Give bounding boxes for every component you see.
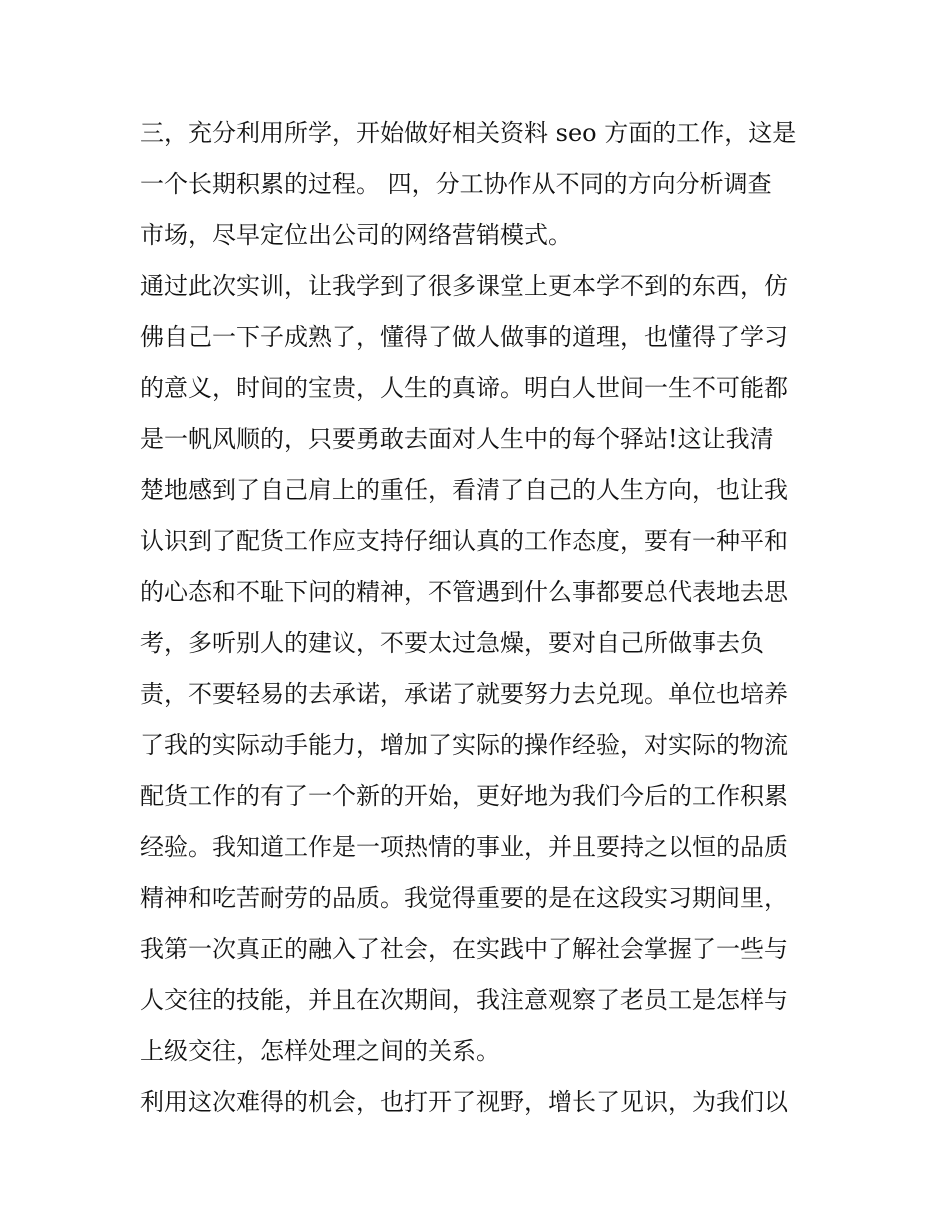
text-line: 认识到了配货工作应支持仔细认真的工作态度，要有一种平和 [140, 527, 788, 555]
text-line: 通过此次实训，让我学到了很多课堂上更本学不到的东西，仿 [140, 272, 788, 300]
paragraph-1 [140, 108, 820, 261]
text-line: 了我的实际动手能力，增加了实际的操作经验，对实际的物流 [140, 731, 788, 759]
text-line: 是一帆风顺的，只要勇敢去面对人生中的每个驿站!这让我清 [140, 425, 774, 453]
text-line: 的意义，时间的宝贵，人生的真谛。明白人世间一生不可能都 [140, 374, 788, 402]
text-line: 经验。我知道工作是一项热情的事业，并且要持之以恒的品质 [140, 833, 788, 861]
document-body [140, 108, 820, 1128]
text-line: 配货工作的有了一个新的开始，更好地为我们今后的工作积累 [140, 782, 788, 810]
paragraph-3 [140, 1077, 820, 1128]
text-line: 上级交往，怎样处理之间的关系。 [140, 1037, 500, 1065]
text-line: 我第一次真正的融入了社会，在实践中了解社会掌握了一些与 [140, 935, 788, 963]
text-line: 三，充分利用所学，开始做好相关资料 seo 方面的工作，这是 [140, 119, 797, 147]
paragraph-2 [140, 261, 820, 1077]
text-line: 考，多听别人的建议，不要太过急燥，要对自己所做事去负 [140, 629, 764, 657]
text-line: 楚地感到了自己肩上的重任，看清了自己的人生方向，也让我 [140, 476, 788, 504]
text-line: 佛自己一下子成熟了，懂得了做人做事的道理，也懂得了学习 [140, 323, 788, 351]
text-line: 利用这次难得的机会，也打开了视野，增长了见识，为我们以 [140, 1088, 788, 1116]
text-line: 的心态和不耻下问的精神，不管遇到什么事都要总代表地去思 [140, 578, 788, 606]
text-line: 精神和吃苦耐劳的品质。我觉得重要的是在这段实习期间里， [140, 884, 788, 912]
text-line: 人交往的技能，并且在次期间，我注意观察了老员工是怎样与 [140, 986, 788, 1014]
text-line: 市场，尽早定位出公司的网络营销模式。 [140, 221, 572, 249]
text-line: 责，不要轻易的去承诺，承诺了就要努力去兑现。单位也培养 [140, 680, 788, 708]
text-line: 一个长期积累的过程。 四，分工协作从不同的方向分析调查 [140, 170, 772, 198]
